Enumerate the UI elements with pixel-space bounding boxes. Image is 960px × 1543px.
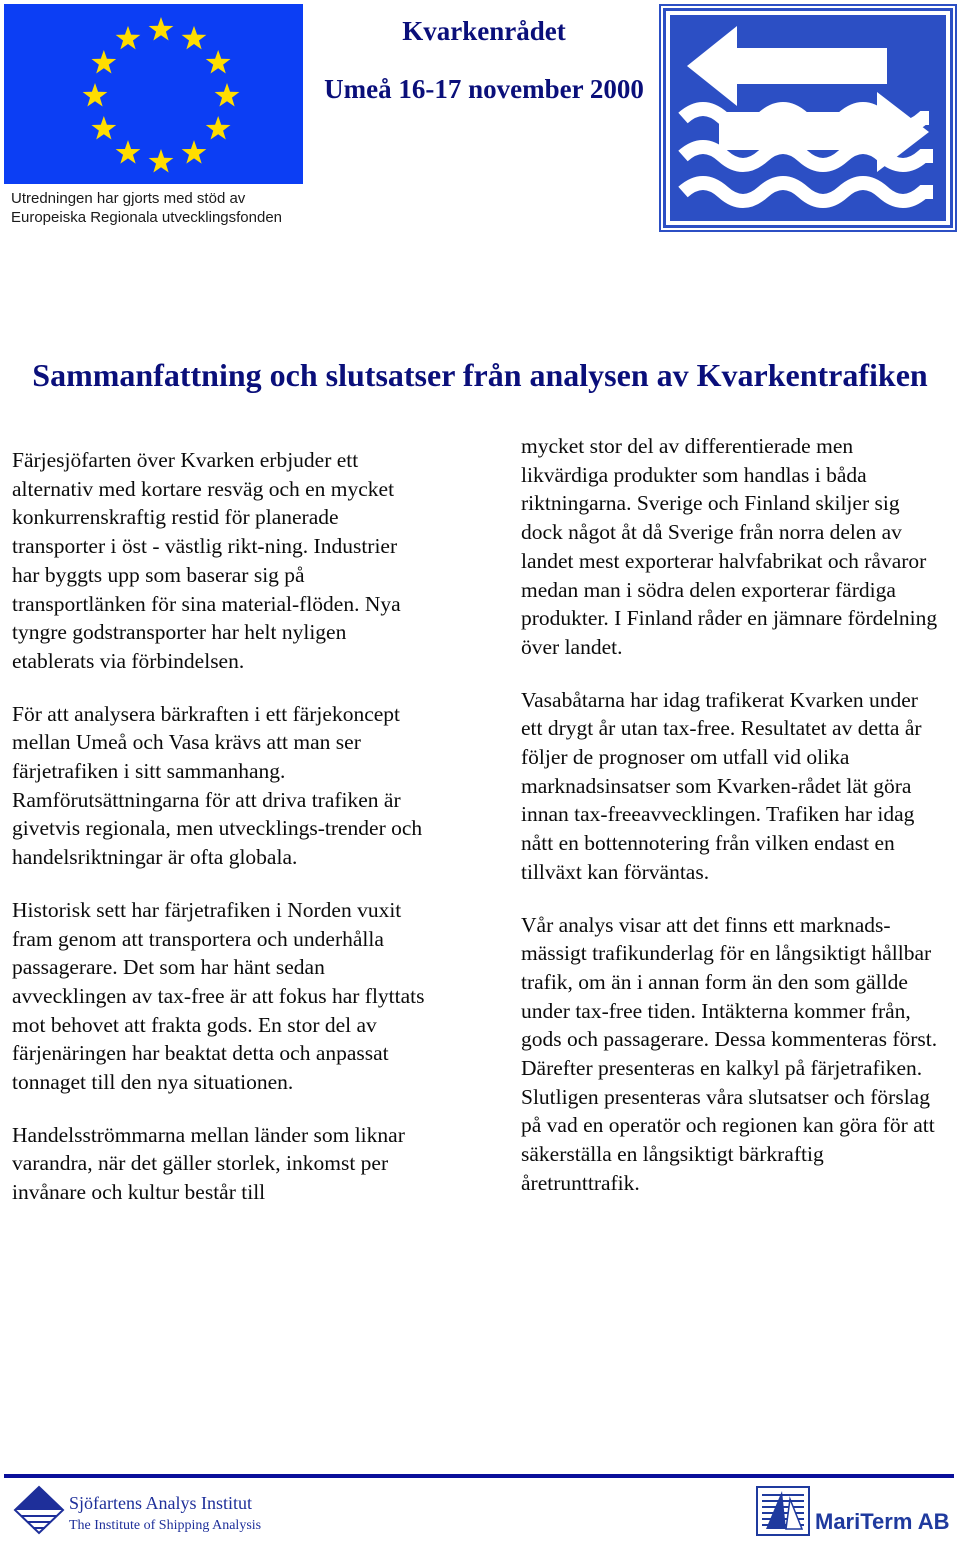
eu-star-icon bbox=[206, 116, 231, 140]
main-title: Sammanfattning och slutsatser från analysen av Kvarkentrafiken bbox=[32, 357, 928, 393]
paragraph: Historisk sett har färjetrafiken i Norden vuxit fram genom att transportera och underhålla passagerare. Det som har hänt sedan avvecklingen av tax-free är att fokus har flyttats mot behovet att frakta gods. En stor del av färjenäringen har beaktat detta och anpassat tonnaget till den nya situationen. bbox=[12, 897, 425, 1095]
institute-subtitle: The Institute of Shipping Analysis bbox=[69, 1518, 262, 1533]
eu-star-icon bbox=[116, 26, 141, 50]
paragraph: Handelsströmmarna mellan länder som liknar varandra, när det gäller storlek, inkomst per invånare och kultur består till bbox=[12, 1122, 405, 1205]
eu-caption-line1: Utredningen har gjorts med stöd av bbox=[11, 190, 246, 207]
eu-funding-caption bbox=[11, 189, 331, 227]
paragraph: För att analysera bärkraften i ett färjekoncept mellan Umeå och Vasa krävs att man ser färjetrafiken i sitt sammanhang. Ramförutsättningarna för att driva trafiken är givetvis regionala, men utvecklings-trender och handelsriktningar är ofta globala. bbox=[12, 701, 423, 870]
footer-divider bbox=[4, 1474, 954, 1478]
header-date: Umeå 16-17 november 2000 bbox=[324, 74, 644, 104]
eu-star-icon bbox=[116, 140, 141, 164]
paragraph: Färjesjöfarten över Kvarken erbjuder ett alternativ med kortare resväg och en mycket konkurrenskraftig restid för planerade transporter i öst - västlig rikt-ning. Industrier har byggts upp som baserar sig på transportlänken för sina material-flöden. Nya tyngre godstransporter har helt nyligen etablerats via förbindelsen. bbox=[12, 448, 401, 673]
eu-star-icon bbox=[91, 50, 116, 74]
eu-flag-stars bbox=[4, 4, 303, 184]
left-column bbox=[12, 446, 427, 1231]
institute-name: Sjöfartens Analys Institut bbox=[69, 1493, 252, 1513]
eu-star-icon bbox=[149, 17, 174, 41]
kvarken-waves-arrow-icon bbox=[659, 4, 957, 232]
eu-star-icon bbox=[91, 116, 116, 140]
paragraph: Vår analys visar att det finns ett marknads-mässigt trafikunderlag för en långsiktigt hållbar trafik, om än i annan form än den som gällde under tax-free tiden. Intäkterna kommer från, gods och passagerare. Dessa kommenteras först. Därefter presenteras en kalkyl på färjetrafiken. Slutligen presenteras våra slutsatser och förslag på vad en operatör och regionen kan göra för att säkerställa en långsiktigt bärkraftig åretrunttrafik. bbox=[521, 912, 938, 1195]
eu-star-icon bbox=[182, 140, 207, 164]
right-column bbox=[521, 432, 941, 1222]
eu-star-icon bbox=[215, 83, 240, 107]
eu-star-icon bbox=[182, 26, 207, 50]
eu-flag-icon bbox=[4, 4, 303, 184]
company-name: MariTerm AB bbox=[815, 1509, 950, 1534]
paragraph: mycket stor del av differentierade men likvärdiga produkter som handlas i båda riktningarna. Sverige och Finland skiljer sig dock något åt då Sverige från norra delen av landet mest exporterar halvfabrikat och råvaror medan man i södra delen exporterar färdiga produkter. I Finland råder en jämnare fördelning över landet. bbox=[521, 434, 938, 659]
eu-star-icon bbox=[83, 83, 108, 107]
paragraph: Vasabåtarna har idag trafikerat Kvarken under ett drygt år utan tax-free. Resultatet av detta år följer de prognoser om utfall vid olika marknadsinsatser som Kvarken-rådet lät göra innan tax-freeavvecklingen. Trafiken har idag nått en bottennotering från vilken endast en tillväxt kan förväntas. bbox=[521, 687, 922, 884]
sai-diamond-icon bbox=[13, 1485, 65, 1535]
eu-star-icon bbox=[206, 50, 231, 74]
header-title: Kvarkenrådet bbox=[402, 16, 566, 46]
eu-caption-line2: Europeiska Regionala utvecklingsfonden bbox=[11, 209, 283, 226]
eu-star-icon bbox=[149, 149, 174, 173]
